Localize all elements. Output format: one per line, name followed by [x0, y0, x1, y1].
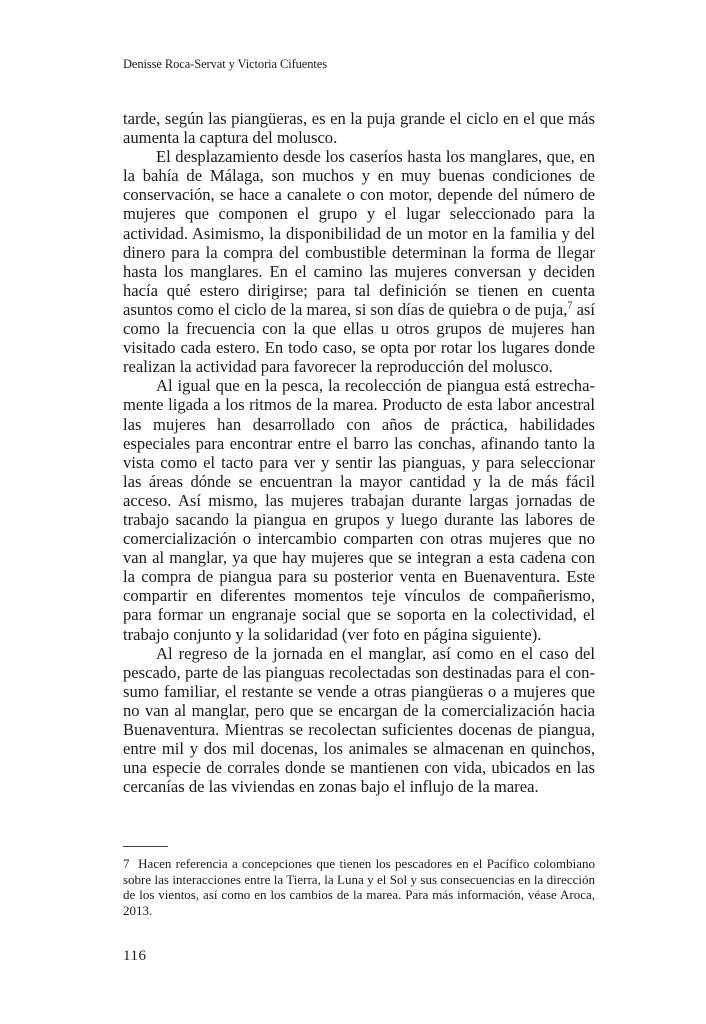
footnote: [123, 856, 595, 918]
footnote-number: 7: [123, 856, 130, 871]
paragraph-2-text-a: El desplazamiento desde los caseríos hasta los manglares, que, en la bahía de Málaga, son muchos y en muy buenas condiciones de conservación, se hace a canalete o con motor, depende del número de mujeres que componen el grupo y el lugar seleccionado para la actividad. Asimismo, la disponibilidad de un motor en la familia y del dinero para la compra del combustible determinan la forma de llegar hasta los manglares. En el camino las mujeres conversan y deciden hacía qué estero dirigirse; para tal definición se tienen en cuenta asuntos como el ciclo de la marea, si son días de quiebra o de puja,: [123, 147, 595, 319]
paragraph-3: Al igual que en la pesca, la recolección de piangua está estrechamente ligada a los ritmos de la marea. Producto de esta labor ancestral las mujeres han desarrollado con años de práctica, habilidades especiales para encontrar entre el barro las conchas, afinando tanto la vista como el tacto para ver y sentir las pianguas, y para seleccionar las áreas dónde se encuentran la mayor cantidad y la de más fácil acceso. Así mismo, las mujeres trabajan durante largas jornadas de trabajo sacando la piangua en grupos y luego durante las labores de comercialización o intercambio comparten con otras mujeres que no van al manglar, ya que hay mujeres que se integran a esta cadena con la compra de piangua para su posterior venta en Buenaventura. Este compartir en diferentes momentos teje vínculos de compañerismo, para formar un engranaje social que se soporta en la colectividad, el trabajo conjunto y la solidaridad (ver foto en página siguiente).: [123, 376, 595, 644]
footnote-reference[interactable]: 7: [567, 300, 573, 312]
footnote-separator: [123, 846, 168, 847]
footnote-text: Hacen referencia a concepciones que tienen los pescadores en el Pacífico colombiano sobre las interacciones entre la Tierra, la Luna y el Sol y sus consecuencias en la dirección de los vientos, así como en los cambios de la marea. Para más información, véase Aroca, 2013.: [123, 856, 596, 918]
paragraph-2-text-b: así como la frecuencia con la que ellas u otros grupos de mujeres han visitado cada estero. En todo caso, se opta por rotar los lugares donde realizan la actividad para favorecer la reproducción del molusco.: [123, 299, 595, 377]
paragraph-2: [123, 147, 595, 376]
body-text: [123, 109, 595, 796]
page-number: 116: [123, 948, 147, 964]
paragraph-4: Al regreso de la jornada en el manglar, así como en el caso del pescado, parte de las pianguas recolectadas son destinadas para el consumo familiar, el restante se vende a otras piangüeras o a mujeres que no van al manglar, pero que se encargan de la comercialización hacia Buenaventura. Mientras se recolectan suficientes docenas de piangua, entre mil y dos mil docenas, los animales se almacenan en quinchos, una especie de corrales donde se mantienen con vida, ubicados en las cercanías de las viviendas en zonas bajo el influjo de la marea.: [123, 643, 595, 797]
paragraph-1: tarde, según las piangüeras, es en la puja grande el ciclo en el que más aumenta la captura del molusco.: [123, 109, 595, 148]
running-header: Denisse Roca-Servat y Victoria Cifuentes: [123, 57, 327, 71]
